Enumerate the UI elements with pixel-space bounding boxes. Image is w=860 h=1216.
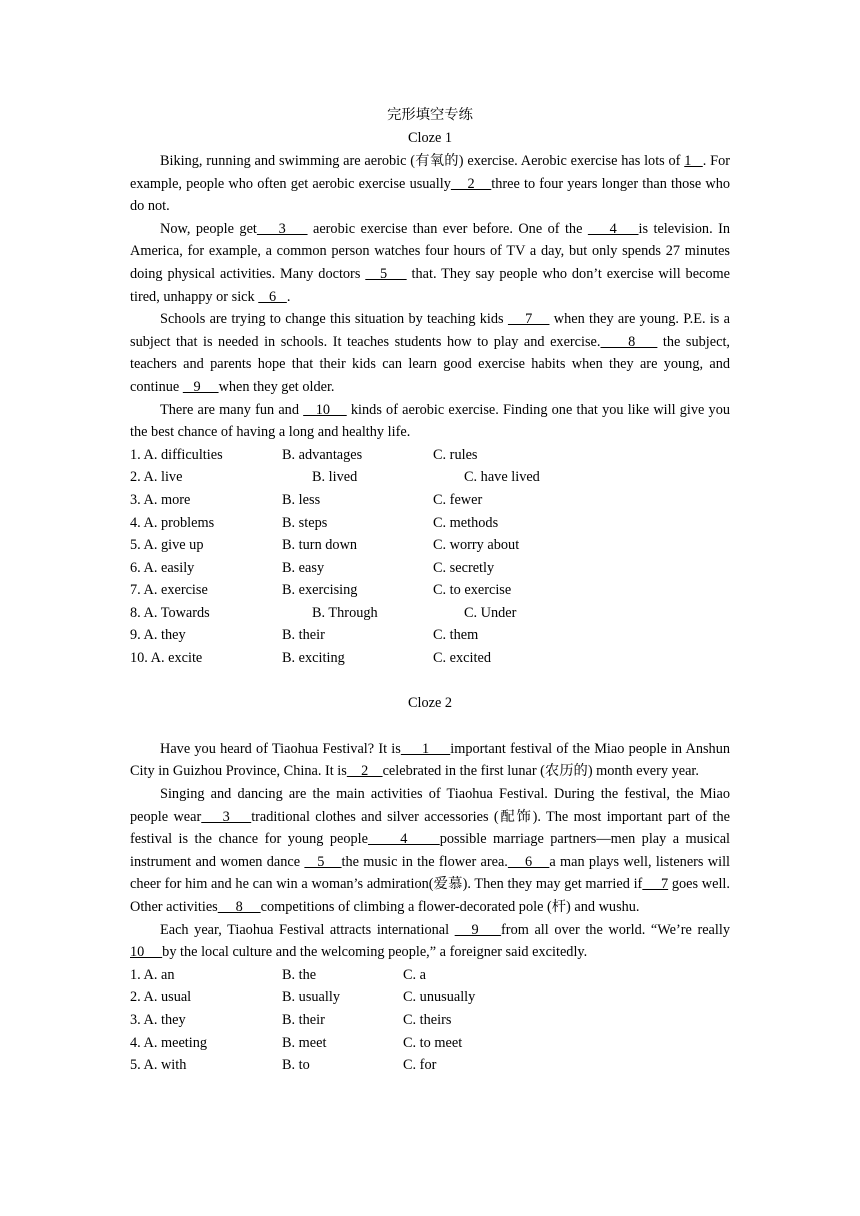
option-b: B. Through [312, 604, 378, 621]
option-b: B. advantages [282, 446, 363, 463]
cloze-2-heading: Cloze 2 [407, 695, 453, 712]
option-row [130, 986, 730, 1009]
option-row [130, 647, 730, 670]
option-b: B. lived [312, 469, 358, 486]
passage-text: . [286, 288, 291, 305]
cloze-1-section [130, 127, 730, 670]
option-row [130, 964, 730, 987]
option-a: 7. A. exercise [130, 582, 208, 599]
passage-paragraph [130, 218, 730, 308]
passage-text: when they are young. P.E. is a subject that is needed in schools. It teaches students how to play and exercise. [130, 311, 731, 350]
cloze-1-passage [130, 150, 730, 444]
answer-blank: 2 [346, 763, 383, 780]
passage-text: Now, people get [160, 220, 257, 237]
passage-text: goes well. Other activities [130, 876, 730, 915]
answer-blank: 1 [400, 740, 451, 757]
option-b: B. usually [282, 989, 340, 1006]
answer-blank: 10 [303, 401, 347, 418]
option-a: 3. A. they [130, 1011, 186, 1028]
cloze-1-heading: Cloze 1 [407, 130, 453, 146]
cloze-2-passage [130, 738, 730, 964]
option-c: C. secretly [433, 559, 495, 576]
passage-text: important festival of the Miao people in Anshun City in Guizhou Province, China. It is [130, 740, 730, 780]
passage-paragraph [130, 738, 730, 783]
passage-text: Each year, Tiaohua Festival attracts international [160, 921, 455, 938]
cloze-2-section [130, 692, 730, 1077]
heading-spacer [130, 715, 730, 738]
option-c: C. methods [433, 514, 499, 531]
option-row [130, 444, 730, 467]
answer-blank: 7 [507, 311, 550, 328]
passage-text: Have you heard of Tiaohua Festival? It is [160, 740, 401, 757]
section-spacer [130, 670, 730, 693]
answer-blank: 6 [258, 288, 287, 305]
passage-text: Singing and dancing are the main activities of Tiaohua Festival. During the festival, the Miao people wear [130, 786, 730, 825]
option-a: 1. A. difficulties [130, 446, 223, 463]
cloze-2-options [130, 964, 730, 1077]
answer-blank: 6 [507, 853, 550, 870]
answer-blank: 10 [130, 944, 163, 961]
option-b: B. easy [282, 559, 325, 576]
option-c: C. theirs [403, 1011, 452, 1028]
option-a: 9. A. they [130, 627, 186, 644]
answer-blank: 1 [684, 153, 703, 169]
answer-blank: 3 [256, 220, 308, 237]
passage-text: when they get older. [218, 378, 335, 395]
option-b: B. meet [282, 1034, 327, 1051]
option-c: C. fewer [433, 491, 483, 508]
option-a: 5. A. with [130, 1057, 187, 1074]
passage-paragraph [130, 399, 730, 444]
passage-text: from all over the world. “We’re really [501, 921, 730, 938]
option-row [130, 512, 730, 535]
option-row [130, 602, 730, 625]
option-c: C. have lived [464, 469, 540, 486]
passage-text: Biking, running and swimming are aerobic (有氧的) exercise. Aerobic exercise has lots of [160, 153, 685, 169]
passage-paragraph [130, 783, 730, 919]
option-c: C. rules [433, 446, 478, 463]
option-b: B. exercising [282, 582, 358, 599]
passage-text: is television. In America, for example, a common person watches four hours of TV a day, but only spends 27 minutes doing physical activities. Many doctors [130, 220, 730, 282]
option-c: C. for [403, 1057, 437, 1074]
passage-text: There are many fun and [160, 401, 304, 418]
option-a: 10. A. excite [130, 650, 203, 667]
option-b: B. their [282, 1011, 325, 1028]
option-row [130, 557, 730, 580]
passage-text: the subject, teachers and parents hope that their kids can learn good exercise habits when they are young, and continue [130, 333, 730, 395]
passage-text: Schools are trying to change this situation by teaching kids [160, 311, 508, 328]
passage-paragraph [130, 308, 730, 398]
option-row [130, 579, 730, 602]
option-c: C. Under [464, 604, 517, 621]
option-b: B. to [282, 1057, 310, 1074]
option-row [130, 624, 730, 647]
passage-text: kinds of aerobic exercise. Finding one that you like will give you the best chance of having a long and healthy life. [130, 401, 730, 441]
option-c: C. to exercise [433, 582, 512, 599]
option-a: 4. A. meeting [130, 1034, 208, 1051]
answer-blank: 8 [217, 899, 261, 915]
option-row [130, 466, 730, 489]
document-title: 完形填空专练 [387, 107, 473, 123]
answer-blank: 4 [368, 831, 440, 848]
option-b: B. turn down [282, 537, 358, 554]
option-c: C. excited [433, 650, 491, 667]
option-a: 4. A. problems [130, 514, 215, 531]
answer-blank: 4 [587, 220, 639, 237]
option-c: C. them [433, 627, 479, 644]
passage-text: competitions of climbing a flower-decorated pole (杆) and wushu. [260, 899, 640, 915]
option-a: 1. A. an [130, 966, 175, 983]
option-b: B. exciting [282, 650, 345, 667]
option-c: C. a [403, 966, 427, 983]
passage-text: celebrated in the first lunar (农历的) month every year. [382, 763, 699, 780]
answer-blank: 2 [450, 175, 492, 192]
passage-text: traditional clothes and silver accessories (配饰). The most important part of the festival is the chance for young people [130, 808, 730, 848]
passage-text: . For example, people who often get aerobic exercise usually [130, 153, 730, 192]
option-row [130, 1054, 730, 1077]
answer-blank: 5 [365, 265, 407, 282]
option-a: 5. A. give up [130, 537, 204, 554]
answer-blank: 8 [600, 333, 658, 350]
option-b: B. the [282, 966, 317, 983]
passage-paragraph [130, 150, 730, 218]
option-a: 3. A. more [130, 491, 191, 508]
passage-text: by the local culture and the welcoming people,” a foreigner said excitedly. [162, 944, 588, 961]
option-row [130, 489, 730, 512]
option-a: 8. A. Towards [130, 604, 210, 621]
answer-blank: 7 [642, 876, 669, 893]
option-row [130, 534, 730, 557]
passage-text: possible marriage partners—men play a musical instrument and women dance [130, 831, 731, 870]
option-a: 6. A. easily [130, 559, 195, 576]
option-b: B. less [282, 491, 321, 508]
option-c: C. to meet [403, 1034, 463, 1051]
option-b: B. steps [282, 514, 328, 531]
document-page [130, 104, 730, 1077]
option-c: C. worry about [433, 537, 520, 554]
option-c: C. unusually [403, 989, 476, 1006]
passage-text: aerobic exercise than ever before. One of the [307, 220, 588, 237]
passage-text: three to four years longer than those who do not. [130, 175, 730, 215]
answer-blank: 3 [201, 808, 252, 825]
option-row [130, 1032, 730, 1055]
option-b: B. their [282, 627, 325, 644]
answer-blank: 9 [182, 378, 219, 395]
answer-blank: 9 [454, 921, 502, 938]
passage-text: the music in the flower area. [341, 853, 508, 870]
option-row [130, 1009, 730, 1032]
answer-blank: 5 [304, 853, 342, 870]
passage-text: that. They say people who don’t exercise will become tired, unhappy or sick [130, 265, 731, 305]
option-a: 2. A. usual [130, 989, 192, 1006]
option-a: 2. A. live [130, 469, 183, 486]
passage-text: a man plays well, listeners will cheer for him and he can win a woman’s admiration(爱慕). Then they may get married if [130, 853, 731, 893]
cloze-1-options [130, 444, 730, 670]
passage-paragraph [130, 919, 730, 964]
